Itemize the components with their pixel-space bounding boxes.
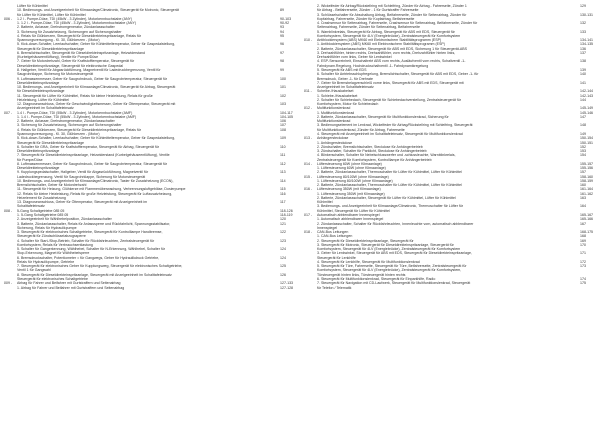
page-ref: 142-144	[580, 89, 594, 94]
page-ref: 149	[580, 131, 586, 136]
entry-text: Seitenairbag, Fahrerseite, Zünder für Seitenairbag, Beifahrerseite	[317, 25, 420, 30]
page-ref: 138	[580, 59, 586, 64]
page-ref: 167	[580, 221, 586, 226]
page-ref: 110	[280, 144, 286, 149]
entry-text: 6. Bremsdruckschalter, Potentiometer = für Gangwegs, Geber für Hydraulikdruck Getriebe,	[17, 255, 160, 260]
index-column-left	[4, 4, 304, 420]
page-ref: 112	[280, 161, 286, 166]
page-ref: 99	[280, 67, 284, 72]
page-ref: 111	[280, 153, 286, 158]
entry-text: Heizleistung, Lüfter für Kühlmittel	[17, 97, 70, 102]
entry-text: 2. Steuergerät für Dieseldirekteinspritzanlage, Steuergerät für	[317, 238, 414, 243]
entry-text: 8. Luftmassenmesser, Geber für Saugrohrdruck, Geber für Saugrohrtemperatur, Steuergerät für	[17, 161, 168, 166]
page-ref: 148	[580, 123, 586, 128]
entry-text: 1. Schiebe-/Hauskabelset	[317, 93, 358, 98]
page-ref: 129	[580, 4, 586, 8]
entry-text: Dieseldirekteinspritzanlage	[17, 166, 60, 171]
entry-text: 9. Kupplungspedalschalter, Hallgeber, Ventil für Abgasrückführung, Magnetventil für	[17, 170, 149, 175]
page-ref: 171	[580, 251, 586, 256]
entry-text: 3. Steuergerät für elektronisches Schaltgetriebe, Steuergerät für Kontrolllampe Handbremse,	[17, 230, 163, 235]
entry-text: 1. 1.4 l - Pumpe-Düse, TDI (55kW - 3 Zylinder), Motorkennbuchstabe (AMF)	[17, 114, 137, 119]
entry-text: Zentralsteuergerät für Komfortsystem, Kontrolllampe für Anhängerbetrieb	[317, 157, 432, 162]
page-ref: 163	[580, 195, 586, 200]
section-code: 015 -	[304, 174, 313, 179]
entry-text: Bremsdruck, Geber -1- für Drehrate	[317, 76, 373, 81]
page-ref: 147	[580, 114, 586, 119]
entry-text: 6. Schalter für GRA, Geber für Kraftstofftemperatur, Steuergerät für Airbag, Steuergerät für	[17, 144, 160, 149]
page-ref: 158-159	[580, 178, 594, 183]
page-ref: 124	[280, 247, 286, 252]
page-ref: 127-133	[280, 281, 294, 286]
entry-text: 2. Batterie, Zündanlassschalter, Thermoschalter für Lüfter für Kühlmittel, Lüfter für Kühlmittel	[317, 183, 462, 188]
page-ref: 103	[280, 102, 286, 107]
entry-text: 1. Antiblockiersystem (ABS) MK60 mit Elektronischem Stabilitätsprogramm (ESP)	[317, 42, 445, 47]
section-code: 009 -	[4, 281, 13, 286]
entry-text: Steuergerät für Dieseldirekteinspritzanlage	[17, 46, 85, 51]
entry-text: 1. Airbag für Fahrer und Beifahrer mit Gurtstraffern und Seitenairbag	[17, 285, 125, 290]
entry-text: 9. Luftmassenmesser, Geber für Saugrohrdruck, Geber für Saugrohrtemperatur, Steuergerät für	[17, 76, 168, 81]
page-ref: 93	[280, 25, 284, 30]
page-ref: 172	[580, 259, 586, 264]
page-ref: 116	[280, 191, 286, 196]
page-ref: 108	[280, 127, 286, 132]
entry-text: 2. Anzeigeeinheit für Wählhebelposition, Zündanlassschalter	[17, 217, 112, 222]
entry-text: Lüfter für Kühlmittel	[17, 4, 48, 8]
entry-text: 4. Blinkerschalter, Schalter für Nebelschlusswerfer und -schlussleuchte, Warnblinkrelais,	[317, 153, 456, 158]
entry-text: 2. Batterie, Zündanlassschalter, Steuergerät für Multifunktionslenkrad, Sicherung für	[317, 114, 449, 119]
entry-text: 3. Sicherung für Zusatzheizung, Sicherungen auf Sicherungshalter	[17, 123, 122, 128]
entry-text: Antiblockiersystem (ABS) MK60 mit Elektronischem Stabilitätsprogramm (ESP)	[317, 38, 442, 43]
entry-text: Kühlmittel	[317, 200, 333, 205]
page-ref: 102	[280, 93, 286, 98]
page-ref: 139	[580, 67, 586, 72]
entry-text: 10. Bedienungs- und Anzeigeeinheit für Klimaanlage/Climatronic, Taster für Zusatzheizung (ECON),	[17, 178, 174, 183]
page-ref: 95	[280, 33, 284, 38]
entry-text: 4. Schalter für Start-/Stop-Betrieb, Schalter für Rückfahrleuchten, Zentralsteuergerät für	[17, 238, 155, 243]
entry-text: Scheibe-/Hauskabelset	[317, 89, 354, 94]
entry-text: CAN-Bus Leitungen	[317, 230, 349, 235]
entry-text: 7. Geber für Motordrehzahl, Geber für Kraftstofftemperatur, Steuergerät für	[17, 59, 135, 64]
page-ref: 107	[280, 123, 286, 128]
entry-text: 6. Schalter für Antriebsschlupfregelung, Bremslichtschalter, Steuergerät für ABS mit EDS, Geber -1- für	[317, 72, 479, 77]
entry-text: Airbag für Fahrer und Beifahrer mit Gurtstraffern und Seitenairbag	[17, 281, 121, 286]
entry-text: 3. Schlüsselschalter für Abschaltung Airbag, Beifahrerseite, Zünder für Seitenairbag, Zünder für	[317, 12, 467, 17]
page-ref: 130-131	[580, 12, 594, 17]
entry-text: 1. 5-Gang Schaltgetriebe 085 05	[17, 213, 69, 218]
page-ref: 106	[280, 119, 286, 124]
entry-text: 5. Kick-down-Schalter, Leerlaufschalter, Geber für Kühlmitteltemperatur, Geber für Gaspedalstellung,	[17, 42, 176, 47]
entry-text: 2. Zündschalter, Bremslichtschalter, Steckdose für Anhängerbetrieb	[317, 144, 423, 149]
section-code: 010 -	[304, 38, 313, 43]
page-ref: 142-143	[580, 93, 594, 98]
entry-text: 1. Lüftersteuerung 350W (mit Klimaanlage)	[317, 191, 385, 196]
page-ref: 123	[280, 238, 286, 243]
page-ref: 109	[280, 136, 286, 141]
entry-text: für Multifunktionslenkrad, Zünder für Airbag, Fahrerseite	[317, 127, 405, 132]
entry-text: Komfortsystem, Motor für Schiebedach	[317, 102, 379, 107]
page-ref: 132	[580, 21, 586, 26]
page-ref: 90-92	[280, 21, 290, 26]
page-ref: 96	[280, 42, 284, 47]
page-ref: 157	[580, 170, 586, 175]
page-ref: 168-175	[580, 230, 594, 235]
page-ref: 134-141	[580, 38, 594, 43]
page-ref: 89	[280, 8, 284, 13]
page-ref: 113	[280, 170, 286, 175]
entry-text: 4. Relais für Glühkerzen, Steuergerät für Dieseldirekteinspritzanlage, Relais für	[17, 127, 142, 132]
entry-text: 7. Steuergerät für Navigation mit CD-Laufwerk, Steuergerät für Multifunktionslenkrad, Steuergerät	[317, 281, 471, 286]
section-code: 016 -	[304, 187, 313, 192]
page-ref: 140	[580, 72, 586, 77]
entry-text: Lüftersteuerung 80/100W (ohne Klimaanlage)	[317, 174, 389, 179]
section-code: 017 -	[304, 213, 313, 218]
page-ref: 134-135	[580, 42, 594, 47]
entry-text: 3. Bedienungselement im Lenkrad, Wickelfeder für Airbag/Rückstellring mit Schleifring, Steuergerät	[317, 123, 473, 128]
entry-text: 1.4 l - Pumpe-Düse, TDI (55kW - 3 Zylinder), Motorkennbuchstabe (AMF)	[17, 110, 133, 115]
page-ref: 173	[580, 264, 586, 269]
page-ref: 174	[580, 277, 586, 281]
entry-text: 13. Diagnoseanschluss, Geber für Öltemperatur, Steuergerät mit Anzeigeeinheit im	[17, 200, 148, 205]
entry-text: 1. 1.2 l - Pumpe-Düse, TDI (45kW - 3 Zylinder), Motorkennbuchstabe (ANY)	[17, 21, 136, 26]
page-ref: 154	[580, 153, 586, 158]
entry-text: 1. Multifunktionslenkrad	[317, 110, 355, 115]
page-ref: 90-103	[280, 16, 292, 21]
section-code: 006 -	[4, 16, 13, 21]
entry-text: Steuergerät für elektronisches Schaltgetriebe	[17, 277, 88, 281]
entry-text: 10. Bedienungs- und Anzeigeeinheit für Klimaanlage/Climatronic, Steuergerät für Motronic, Steuergerät	[17, 8, 179, 13]
entry-text: Dieseldirekteinspritzanlage	[17, 149, 60, 154]
entry-text: Stop-Erkennung, Magnet für Wählhebelsperre	[17, 251, 90, 256]
entry-text: Steuergerät für Dieseldirekteinspritzanlage	[17, 140, 85, 145]
entry-text: Schalttafeleinsatz	[17, 204, 45, 209]
entry-text: Spannungsversorgung - Kl. 30, Glühkerzen - (Motor)	[17, 38, 100, 43]
entry-text: 10. Bedienungs- und Anzeigeeinheit für Klimaanlage/Climatronic, Steuergerät für Airbag, Steuergerät	[17, 85, 176, 90]
page-ref: 97	[280, 50, 284, 55]
entry-text: Fahrdynam.Regelung, Hochdruckschaltventil -1- Fahrdynamikregelung	[317, 63, 429, 68]
page-ref: 165-166	[580, 217, 594, 222]
section-code	[4, 286, 17, 290]
page-ref: 125	[280, 264, 286, 269]
index-line	[304, 286, 600, 290]
page-ref: 141	[580, 80, 586, 85]
entry-text: Lüftersteuerung 60W (ohne Klimaanlage)	[317, 161, 382, 166]
entry-text: 5-Gang Schaltgetriebe 085 05	[17, 208, 65, 213]
page-ref: 160	[580, 183, 586, 188]
entry-text: 2. Batterie, Zündanlassschalter, Steuergerät für Lüfter für Kühlmittel, Lüfter für Kühlmittel	[317, 195, 456, 200]
page-ref: 122	[280, 230, 286, 235]
page-ref: 94	[280, 29, 284, 34]
entry-text: 12. Relais für kleine Heizleistung, Relais für große Heizleistung, Steuergerät für Luftzusatzheizung,	[17, 191, 173, 196]
entry-text: 7. Steuergerät für elektronisches Geber für Kupplungsweg, Steuergerät für elektronisches Schaltgetriebe,	[17, 264, 183, 269]
entry-text: für Dieseldirekteinspritzanlage	[17, 89, 65, 94]
entry-text: 1. Lüftersteuerung 60W (ohne Klimaanlage)	[317, 166, 386, 171]
entry-text: 4. Steuergerät mit Anzeigeeinheit im Schalttafeleinsatz, Steuergerät für Multifunktionslenkrad	[317, 131, 463, 136]
page-ref: 164	[580, 204, 586, 209]
page-ref: 161-164	[580, 187, 594, 192]
entry-text: 5. Steuergerät für Türe, Fahrerseite, Steuergerät für Türe, Beifahrerseite, Zentralsteuergerät für	[317, 264, 467, 269]
page-ref: 114	[280, 178, 286, 183]
entry-text: 11. Steuergerät für Lüfter für Kühlmittel, Relais für kleine Heizleistung, Relais für große	[17, 93, 153, 98]
entry-text: 4. ESP-Sensoreinheit, Einschaltrelé ABS vorn rechts, Ausläufventil vorn rechts, Schaltventil -1-	[317, 59, 466, 64]
entry-text: 12. Diagnoseanschluss, Geber für Geschwindigkeitsmesser, Geber für Öltemperatur, Steuergerät mit	[17, 102, 176, 107]
page-ref: 152	[580, 144, 586, 149]
entry-text: Ladedruckbegrenzung, Ventil für Saugrohrklappe, Sicherung für Motorsteuergerät	[17, 174, 146, 179]
page-ref: 133	[580, 29, 586, 34]
entry-text: Komfortsystem, Steuergerät für 4LV (Energiebrücke), Zentralsteuergerät für Komfortsystem	[317, 247, 461, 252]
page-ref: 120	[280, 217, 286, 222]
index-line	[4, 286, 304, 290]
entry-text: 2. Batterie, Zündanlassschalter, Steuergerät für ABS mit EDS, Sicherung 1 für Steuergerät-ABS	[317, 46, 468, 51]
entry-text: Drehzahlfühler vorn links, Geber für Lenkwinkel	[317, 55, 392, 60]
entry-text: für Lüfter für Kühlmittel, Lüfter für Kühlmittel	[17, 12, 86, 17]
section-code: 007 -	[4, 110, 13, 115]
entry-text: 5. Steuergerät für ABS mit EDS	[317, 67, 367, 72]
entry-text: 11. Steuergerät für Heizung, Glühkerze mit Flammenüberwachung, Verbrennungsluftgebläse, Dosierpumpe	[17, 187, 186, 192]
entry-text: 1. Anhängersteckdose	[317, 140, 353, 145]
entry-text: Relais für Hydraulikpumpe, Getriebe	[17, 259, 75, 264]
entry-text: 3. Bedienungs- und Anzeigeeinheit für Klimaanlage/Climatronic, Thermoschalter für Lüfter für	[317, 204, 464, 209]
page-ref: 145-146	[580, 110, 594, 115]
section-code: 013 -	[304, 136, 313, 141]
page-ref: 115	[280, 187, 286, 192]
entry-text: Anhängersteckdose	[317, 136, 349, 141]
index-column-right	[304, 4, 600, 420]
entry-text: Spannungsversorgung - Kl. 30, Glühkerzen - (Motor)	[17, 131, 100, 136]
entry-text: 3. Batterie, Zündanlassschalter, Relais für Anlasssperre und Rückfahrlicht, Spannungsstabilisator,	[17, 221, 171, 226]
page-ref: 170	[580, 242, 586, 247]
entry-text: 2. Batterie, Anlasser, Drehstromgenerator, Zündanlassschalter	[17, 119, 115, 124]
page-ref: 175	[580, 281, 586, 286]
page-ref: 136	[580, 46, 586, 51]
entry-text: 3. Geber für Lenkwinkel, Steuergerät für ABS mit EDS, Steuergerät für Dieseldirekteinspritzanlage,	[317, 251, 472, 256]
entry-text: 8. Hallgeber, Ventil für Abgasrückführung, Magnetventil für Ladedruckbegrenzung, Ventil für	[17, 67, 161, 72]
entry-text: 2. Zündanlassschalter, Schalter für Rückfahrleuchten, Innenleuchte vorn, automatisch abblendbarer	[317, 221, 474, 226]
page-ref: 168	[580, 234, 586, 239]
page-ref: 169	[580, 238, 586, 243]
entry-text: 7. Geber für Bremsbelagverschleiß vorne links, Steuergerät für ABS mit EDS, Steuergerät mit	[317, 80, 464, 85]
page-ref: 150-154	[580, 136, 594, 141]
page-ref: 127-128	[280, 285, 294, 290]
entry-text: Innenspiegel	[317, 225, 338, 230]
entry-text: 3. Sicherung für Zusatzheizung, Sicherungen auf Sicherungshalter	[17, 29, 122, 34]
entry-text: für Pumpe/Düse	[17, 157, 43, 162]
entry-text: Kopfairbag, Fahrerseite, Zünder für Kopfairbag, Beifahrerseite	[317, 16, 415, 21]
entry-text: Automatisch abblendbarer Innenspiegel	[317, 213, 380, 218]
entry-text: Türsteuergerät hinten links, Türsteuergerät hinten rechts	[317, 272, 406, 277]
entry-text: Heizelement für Zusatzheizung	[17, 195, 66, 200]
entry-text: Steuergerät für Zündschlüsselabzugssperre	[17, 234, 86, 239]
entry-text: Komfortsystem, Steuergerät für 4LV (Energiebrücke), Zentralsteuergerät für Komfortsystem,	[317, 268, 462, 273]
entry-text: 3. Steuergerät für Motronic, Steuergerät für Dieseldirekteinspritzanlage, Steuergerät für	[317, 242, 454, 247]
page-ref: 117	[280, 200, 286, 205]
entry-text: 8. Steuergerät für Dieseldirekteinspritzanlage, Steuergerät mit Anzeigeeinheit im Schalttafeleinsatz	[17, 272, 172, 277]
page-ref: 124	[280, 255, 286, 260]
entry-text: 5. Warnblinkrelais, Steuergerät für Airbag, Steuergerät für ABS mit EDS, Steuergerät für	[317, 29, 455, 34]
section-code: 008 -	[4, 208, 13, 213]
entry-text: 1. CAN-Bus Leitungen	[317, 234, 353, 239]
page-ref: 155-157	[580, 161, 594, 166]
entry-text: Komfortsystem, Steuergerät für 4LV (Energiebrücke), Zentralsteuergerät für Komfortsystem	[317, 33, 461, 38]
entry-text: Steuergerät für Lenkhilfe	[317, 255, 356, 260]
page-ref: 158-160	[580, 174, 594, 179]
entry-text: 4. Crashsensor für Seitenairbag, Fahrerseite, Crashsensor für Seitenairbag, Beifahrerseite, Zünder für	[317, 21, 478, 26]
page-ref	[580, 286, 600, 290]
entry-text: 2. Batterie, Anlasser, Drehstromgenerator, Zündanlassschalter	[17, 25, 115, 30]
entry-text: 2. Batterie, Zündanlassschalter, Thermoschalter für Lüfter für Kühlmittel, Lüfter für Kühlmittel	[317, 170, 462, 175]
section-code: 011 -	[304, 89, 312, 94]
entry-text: Ventil 1 für Gangwahl	[17, 268, 51, 273]
page-ref: 121	[280, 221, 286, 226]
entry-text: 4. Steuergerät für Lenkhilfe, Steuergerät für Multifunktionslenkrad	[317, 259, 420, 264]
page-ref: 153	[580, 149, 586, 154]
page-ref: 161-162	[580, 191, 594, 196]
page-ref: 126	[280, 272, 286, 277]
entry-text: Saugrohrklappe, Sicherung für Motorsteuergerät	[17, 72, 94, 77]
entry-text: 3. Zündschalter, Schalter für Parklicht, Steckdose für Anhängerbetrieb	[317, 149, 427, 154]
entry-text: (Kurbelgehäuseentlüftung), Ventile für Pumpe/Düse	[17, 55, 99, 60]
section-code	[304, 286, 317, 290]
section-code: 014 -	[304, 161, 313, 166]
entry-text: Multifunktionslenkrad	[317, 106, 351, 111]
page-ref: 98	[280, 59, 284, 64]
entry-text: Lüftersteuerung 350W (mit Klimaanlage)	[317, 187, 381, 192]
entry-text: 1. Lüftersteuerung 80/100W (ohne Klimaanlage)	[317, 178, 393, 183]
entry-text: 4. Relais für Glühkerzen, Steuergerät für Dieseldirekteinspritzanlage, Relais für	[17, 33, 142, 38]
entry-text: 5. Schalter für Gangerkennung, Wählhebel, Schalter für N-Erkennung, Wählhebel, Schalter für	[17, 247, 166, 252]
entry-text: Multifunktionslenkrad	[317, 119, 351, 124]
page-ref: 100	[280, 76, 286, 81]
page-ref: 165-167	[580, 213, 594, 218]
entry-text: Sicherung, Relais für Hydraulikpumpe	[17, 225, 77, 230]
entry-text: für Telefon / Telematik	[317, 285, 352, 290]
entry-text: 6. Steuergerät für Multifunktionslenkrad, Steuergerät für Einparkhilfe, Radio	[317, 277, 436, 281]
page-ref: 155-156	[580, 166, 594, 171]
page-ref: 144	[580, 97, 586, 102]
section-code: 018 -	[304, 230, 313, 235]
entry-text: 1. Automatisch abblendbarer Innenspiegel	[317, 217, 384, 222]
entry-text: Dieseldirekteinspritzanlage	[17, 80, 60, 85]
entry-text: Dieseldirekteinspritzanlage, Steuergerät für elektronische Gaspedal	[17, 63, 124, 68]
page-ref: 150-151	[580, 140, 594, 145]
entry-text: 3. Drehzahlfühler, hinten rechts, Drehzahlfühler, vorn rechts, Drehzahlfühler hinten links,	[317, 50, 456, 55]
entry-text: 6. Bremslichtschalter, Steuergerät für Dieseldirekteinspritzanlage, Heizwiderstand	[17, 50, 145, 55]
entry-text: Anzeigeeinheit im Schalttafeleinsatz	[317, 85, 374, 90]
entry-text: für Airbag - Beifahrerseite, Zünder - 1 für Gurtstraffer Fahrerseite	[317, 8, 419, 13]
page-ref: 104-117	[280, 110, 293, 115]
entry-text: 2. Wickelfeder für Airbag/Rückstellring mit Schleifring, Zünder für Airbag - Fahrerseite, Zünder 1	[317, 4, 467, 8]
entry-text: Anzeigeeinheit im Schalttafeleinsatz	[17, 106, 74, 111]
page-ref: 104-105	[280, 114, 294, 119]
entry-text: 1.2 l - Pumpe-Düse, TDI (45kW - 3 Zylinder), Motorkennbuchstabe (ANY)	[17, 16, 133, 21]
entry-text: Komfortsystem, Relais für Verbrauchsentlastung	[17, 242, 93, 247]
entry-text: 5. Kick-down-Schalter, Leerlaufschalter, Geber für Kühlmitteltemperatur, Geber für Gaspedalstellung,	[17, 136, 176, 141]
page-ref: 137	[580, 50, 586, 55]
entry-text: 2. Schalter für Schiebedach, Steuergerät für Schiebedachverstellung, Zentralsteuergerät für	[317, 97, 461, 102]
page-ref: 118-126	[280, 208, 293, 213]
section-code: 012 -	[304, 106, 313, 111]
page-ref: 145-149	[580, 106, 594, 111]
entry-text: Kühlmittel, Steuergerät für Lüfter für Kühlmittel	[317, 208, 390, 213]
entry-text: 7. Steuergerät für Dieseldirekteinspritzanlage, Heizwiderstand (Kurbelgehäuseentlüftung), Ventile	[17, 153, 170, 158]
entry-text: Bremslichtschalter, Geber für Motordrehzahl	[17, 183, 87, 188]
page-ref: 101	[280, 85, 286, 90]
page-ref: 118-119	[280, 213, 293, 218]
